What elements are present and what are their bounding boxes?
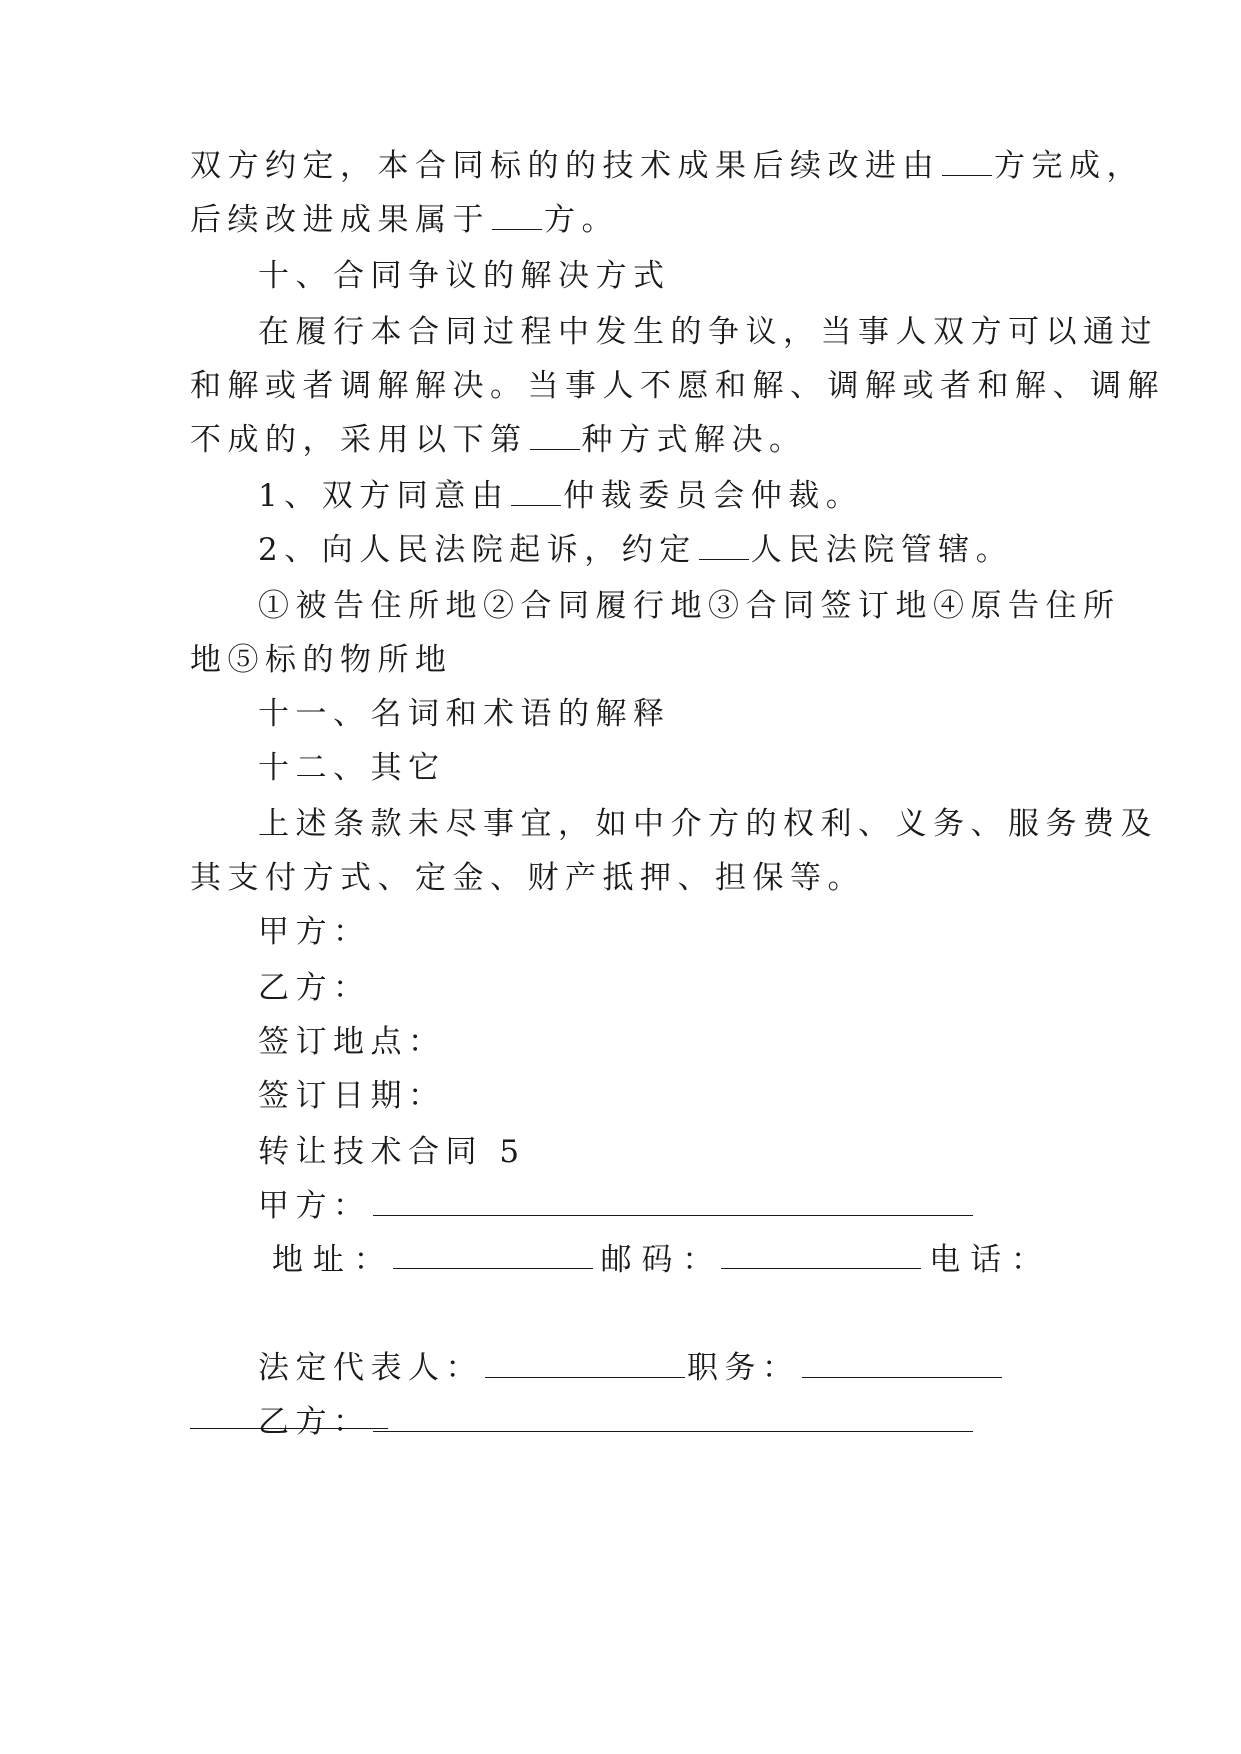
fill-blank — [802, 1349, 1002, 1378]
fill-blank — [492, 201, 542, 230]
representative-label: 法定代表人： — [258, 1350, 483, 1386]
paragraph-line: 上述条款未尽事宜，如中介方的权利、义务、服务费及 — [258, 806, 1158, 842]
fill-blank — [721, 1240, 921, 1269]
phone-label: 电 话 ： — [929, 1242, 1042, 1278]
section-heading-12: 十二、其它 — [258, 750, 446, 786]
post-label: 职务： — [687, 1350, 800, 1386]
paragraph-line: 和解或者调解解决。当事人不愿和解、调解或者和解、调解 — [190, 368, 1165, 404]
fill-blank — [511, 477, 561, 506]
signing-place-label: 签订地点： — [258, 1024, 446, 1060]
address-line — [272, 1240, 1042, 1280]
text-segment: 方。 — [544, 202, 619, 238]
party-b-line — [258, 1402, 1060, 1442]
fill-blank — [373, 1187, 973, 1216]
fill-blank — [393, 1240, 593, 1269]
paragraph-line: 在履行本合同过程中发生的争议，当事人双方可以通过 — [258, 314, 1158, 350]
party-a-label: 甲方： — [258, 1188, 371, 1224]
text-segment: 人民法院管辖。 — [750, 532, 1014, 568]
party-b-label: 乙方： — [258, 1404, 371, 1440]
fill-blank — [699, 531, 749, 560]
text-segment: 双方约定，本合同标的的技术成果后续改进由 — [190, 148, 940, 184]
fill-blank — [373, 1403, 973, 1432]
paragraph-line: 地⑤标的物所地 — [190, 642, 453, 678]
paragraph-line — [190, 200, 1060, 240]
party-a-label: 甲方： — [258, 914, 371, 950]
text-segment: 种方式解决。 — [581, 422, 807, 458]
paragraph-line — [190, 146, 1144, 186]
party-a-line — [258, 1186, 1060, 1226]
list-item — [258, 530, 1060, 570]
section-heading-11: 十一、名词和术语的解释 — [258, 696, 671, 732]
text-segment: 1、双方同意由 — [258, 478, 510, 514]
text-segment: 2、向人民法院起诉，约定 — [258, 532, 697, 568]
text-segment: 后续改进成果属于 — [190, 202, 490, 238]
text-segment: 仲裁委员会仲裁。 — [563, 478, 864, 514]
text-segment: 不成的，采用以下第 — [190, 422, 528, 458]
paragraph-line: 其支付方式、定金、财产抵押、担保等。 — [190, 860, 865, 896]
party-b-label: 乙方： — [258, 970, 371, 1006]
fill-blank — [485, 1349, 685, 1378]
list-item — [258, 476, 1060, 516]
text-segment: 方完成， — [994, 148, 1144, 184]
fill-blank — [942, 147, 992, 176]
paragraph-line — [190, 420, 1060, 460]
signing-date-label: 签订日期： — [258, 1078, 446, 1114]
postcode-label: 邮 码 ： — [600, 1242, 714, 1278]
paragraph-line: ①被告住所地②合同履行地③合同签订地④原告住所 — [258, 588, 1121, 624]
fill-blank — [530, 421, 580, 450]
representative-line — [258, 1348, 1060, 1388]
contract-title: 转让技术合同 5 — [258, 1134, 526, 1170]
section-heading-10: 十、合同争议的解决方式 — [258, 258, 671, 294]
address-label: 地 址 ： — [272, 1242, 385, 1278]
